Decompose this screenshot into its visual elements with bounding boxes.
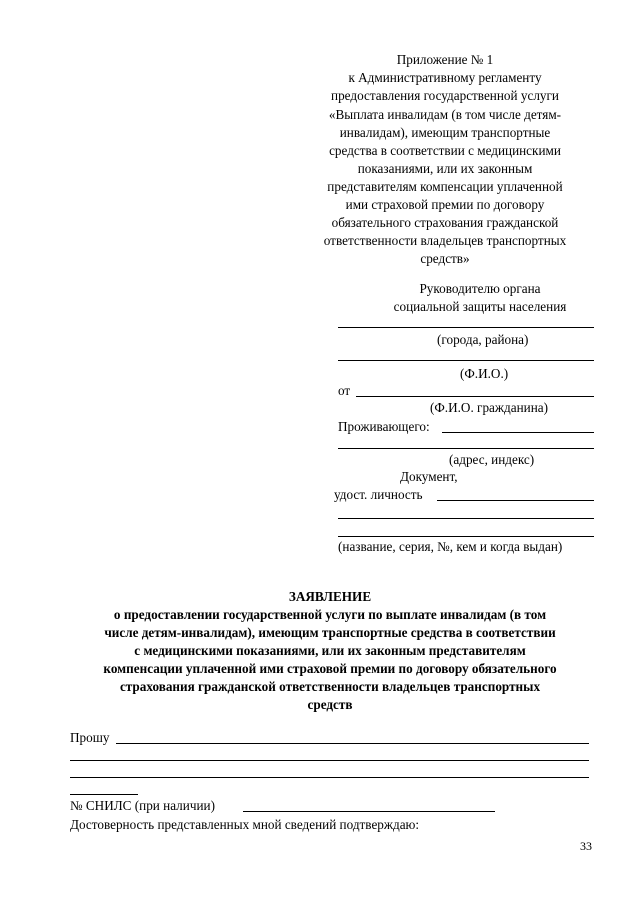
- from-label: от: [338, 383, 351, 398]
- request-field-3[interactable]: [70, 777, 589, 778]
- citizen-hint: (Ф.И.О. гражданина): [430, 400, 548, 415]
- address-field-2[interactable]: [338, 448, 594, 449]
- appendix-line: «Выплата инвалидам (в том числе детям-: [328, 107, 562, 122]
- appendix-line: средств»: [420, 251, 470, 266]
- appendix-line: ими страховой премии по договору: [345, 197, 545, 212]
- request-label: Прошу: [70, 730, 110, 745]
- addressee-title: Руководителю органа: [419, 281, 541, 296]
- request-field[interactable]: [116, 743, 589, 744]
- statement-title: ЗАЯВЛЕНИЕ: [288, 589, 372, 604]
- appendix-line: средства в соответствии с медицинскими: [329, 143, 561, 158]
- statement-line: страхования гражданской ответственности владельцев транспортных: [119, 679, 541, 694]
- appendix-line: показаниями, или их законным: [357, 161, 533, 176]
- page-number: 33: [580, 839, 592, 853]
- statement-line: с медицинскими показаниями, или их законным представителям: [134, 643, 526, 658]
- request-field-2[interactable]: [70, 760, 589, 761]
- appendix-line: предоставления государственной услуги: [331, 88, 559, 103]
- appendix-line: Приложение № 1: [396, 52, 494, 67]
- statement-line: числе детям-инвалидам), имеющим транспортные средства в соответствии: [104, 625, 556, 640]
- addressee-title: социальной защиты населения: [393, 299, 567, 314]
- document-label: Документ,: [400, 469, 458, 484]
- id-document-field-3[interactable]: [338, 536, 594, 537]
- snils-field[interactable]: [243, 811, 495, 812]
- appendix-line: представителям компенсации уплаченной: [327, 179, 563, 194]
- statement-line: средств: [307, 697, 353, 712]
- statement-line: компенсации уплаченной ими страховой премии по договору обязательного: [103, 661, 557, 676]
- appendix-line: инвалидам), имеющим транспортные: [339, 125, 551, 140]
- id-document-field[interactable]: [437, 500, 594, 501]
- applicant-name-field[interactable]: [356, 396, 594, 397]
- appendix-line: обязательного страхования гражданской: [331, 215, 559, 230]
- snils-label: № СНИЛС (при наличии): [70, 798, 215, 813]
- appendix-line: ответственности владельцев транспортных: [323, 233, 567, 248]
- residing-label: Проживающего:: [338, 419, 430, 434]
- fio-hint: (Ф.И.О.): [460, 366, 509, 381]
- statement-line: о предоставлении государственной услуги по выплате инвалидам (в том: [113, 607, 547, 622]
- id-label: удост. личность: [334, 487, 423, 502]
- id-document-field-2[interactable]: [338, 518, 594, 519]
- address-field[interactable]: [442, 432, 594, 433]
- confirm-text: Достоверность представленных мной сведений подтверждаю:: [70, 817, 420, 832]
- doc-hint: (название, серия, №, кем и когда выдан): [338, 539, 563, 554]
- address-hint: (адрес, индекс): [449, 452, 535, 467]
- official-name-field[interactable]: [338, 360, 594, 361]
- request-field-4[interactable]: [70, 794, 138, 795]
- appendix-line: к Административному регламенту: [348, 70, 542, 85]
- city-field[interactable]: [338, 327, 594, 328]
- city-hint: (города, района): [437, 332, 529, 347]
